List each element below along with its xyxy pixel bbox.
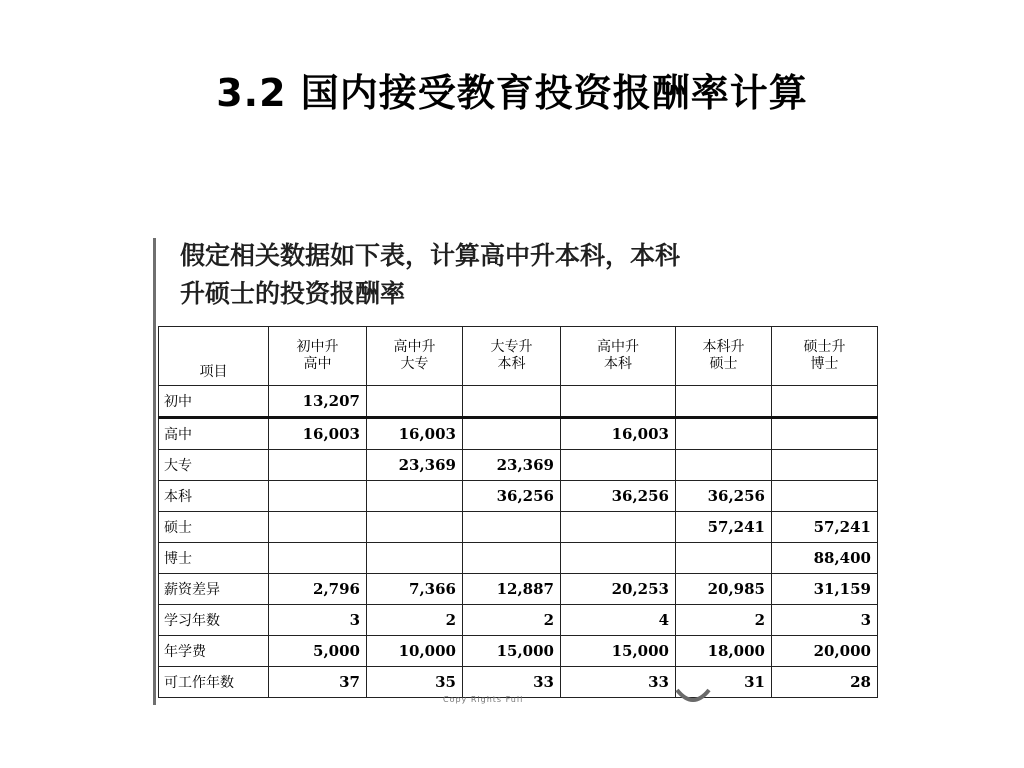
- table-header-row: [159, 327, 878, 386]
- table-row: [159, 605, 878, 636]
- seal-stamp: [675, 684, 711, 705]
- table-cell: [269, 481, 367, 512]
- table-cell: [561, 386, 676, 418]
- table-cell: 31: [676, 667, 772, 698]
- table-cell: 88,400: [772, 543, 878, 574]
- table-cell: 18,000: [676, 636, 772, 667]
- header-item: 项目: [159, 327, 269, 386]
- table-cell: 36,256: [561, 481, 676, 512]
- table-cell: 12,887: [463, 574, 561, 605]
- table-cell: [772, 481, 878, 512]
- header-junior-to-senior: 初中升 高中: [269, 327, 367, 386]
- intro-line-1: 假定相关数据如下表，计算高中升本科，本科: [180, 241, 681, 270]
- table-cell: 2,796: [269, 574, 367, 605]
- intro-line-2: 升硕士的投资报酬率: [180, 279, 406, 308]
- header-senior-to-college: 高中升 大专: [367, 327, 463, 386]
- header-college-to-bachelor: 大专升 本科: [463, 327, 561, 386]
- table-row: [159, 386, 878, 418]
- table-cell: [367, 481, 463, 512]
- table-cell: 57,241: [676, 512, 772, 543]
- table-cell: [561, 512, 676, 543]
- table-cell: 16,003: [269, 418, 367, 450]
- table-cell: [367, 512, 463, 543]
- table-cell: [676, 386, 772, 418]
- table-row: [159, 543, 878, 574]
- table-cell: [367, 386, 463, 418]
- row-label: 大专: [159, 450, 269, 481]
- table-cell: 57,241: [772, 512, 878, 543]
- table-cell: 3: [772, 605, 878, 636]
- table-row: [159, 636, 878, 667]
- table-cell: [463, 418, 561, 450]
- row-label: 本科: [159, 481, 269, 512]
- table-row: [159, 481, 878, 512]
- table-cell: 13,207: [269, 386, 367, 418]
- row-label: 硕士: [159, 512, 269, 543]
- table-cell: [676, 543, 772, 574]
- table-cell: 16,003: [367, 418, 463, 450]
- table-cell: [772, 418, 878, 450]
- table-cell: [269, 450, 367, 481]
- intro-text: [180, 237, 870, 313]
- education-investment-table: [158, 326, 878, 698]
- table-cell: 3: [269, 605, 367, 636]
- table-cell: 36,256: [676, 481, 772, 512]
- watermark-text: Copy Rights Full: [443, 695, 524, 704]
- table-row: [159, 450, 878, 481]
- header-senior-to-bachelor: 高中升 本科: [561, 327, 676, 386]
- slide-title: 3.2 国内接受教育投资报酬率计算: [216, 71, 808, 115]
- row-label: 薪资差异: [159, 574, 269, 605]
- table-cell: 33: [561, 667, 676, 698]
- table-cell: [676, 418, 772, 450]
- table-cell: [269, 512, 367, 543]
- header-master-to-doctor: 硕士升 博士: [772, 327, 878, 386]
- table-cell: 10,000: [367, 636, 463, 667]
- row-label: 高中: [159, 418, 269, 450]
- table-row: [159, 574, 878, 605]
- row-label: 学习年数: [159, 605, 269, 636]
- table-cell: 35: [367, 667, 463, 698]
- table-cell: 2: [676, 605, 772, 636]
- table-cell: 36,256: [463, 481, 561, 512]
- table-cell: 4: [561, 605, 676, 636]
- table-cell: 15,000: [463, 636, 561, 667]
- table-cell: 31,159: [772, 574, 878, 605]
- table-cell: 15,000: [561, 636, 676, 667]
- table-cell: 2: [367, 605, 463, 636]
- table-cell: [772, 386, 878, 418]
- table-row: [159, 418, 878, 450]
- table-cell: [463, 543, 561, 574]
- table-cell: 20,253: [561, 574, 676, 605]
- row-label: 可工作年数: [159, 667, 269, 698]
- table-cell: 33: [463, 667, 561, 698]
- table-cell: 7,366: [367, 574, 463, 605]
- table-cell: 16,003: [561, 418, 676, 450]
- table-cell: 20,000: [772, 636, 878, 667]
- row-label: 博士: [159, 543, 269, 574]
- row-label: 年学费: [159, 636, 269, 667]
- left-border-rule: [153, 238, 156, 705]
- table-cell: 37: [269, 667, 367, 698]
- table-cell: [463, 386, 561, 418]
- table-cell: 23,369: [463, 450, 561, 481]
- table-cell: 23,369: [367, 450, 463, 481]
- table-row: [159, 667, 878, 698]
- table-cell: [463, 512, 561, 543]
- header-bachelor-to-master: 本科升 硕士: [676, 327, 772, 386]
- table-figure: [153, 232, 878, 705]
- table-cell: [367, 543, 463, 574]
- table-cell: [676, 450, 772, 481]
- table-cell: [772, 450, 878, 481]
- table-cell: 2: [463, 605, 561, 636]
- table-cell: [269, 543, 367, 574]
- row-label: 初中: [159, 386, 269, 418]
- table-cell: [561, 543, 676, 574]
- table-cell: 20,985: [676, 574, 772, 605]
- table-row: [159, 512, 878, 543]
- table-cell: 28: [772, 667, 878, 698]
- table-cell: 5,000: [269, 636, 367, 667]
- table-cell: [561, 450, 676, 481]
